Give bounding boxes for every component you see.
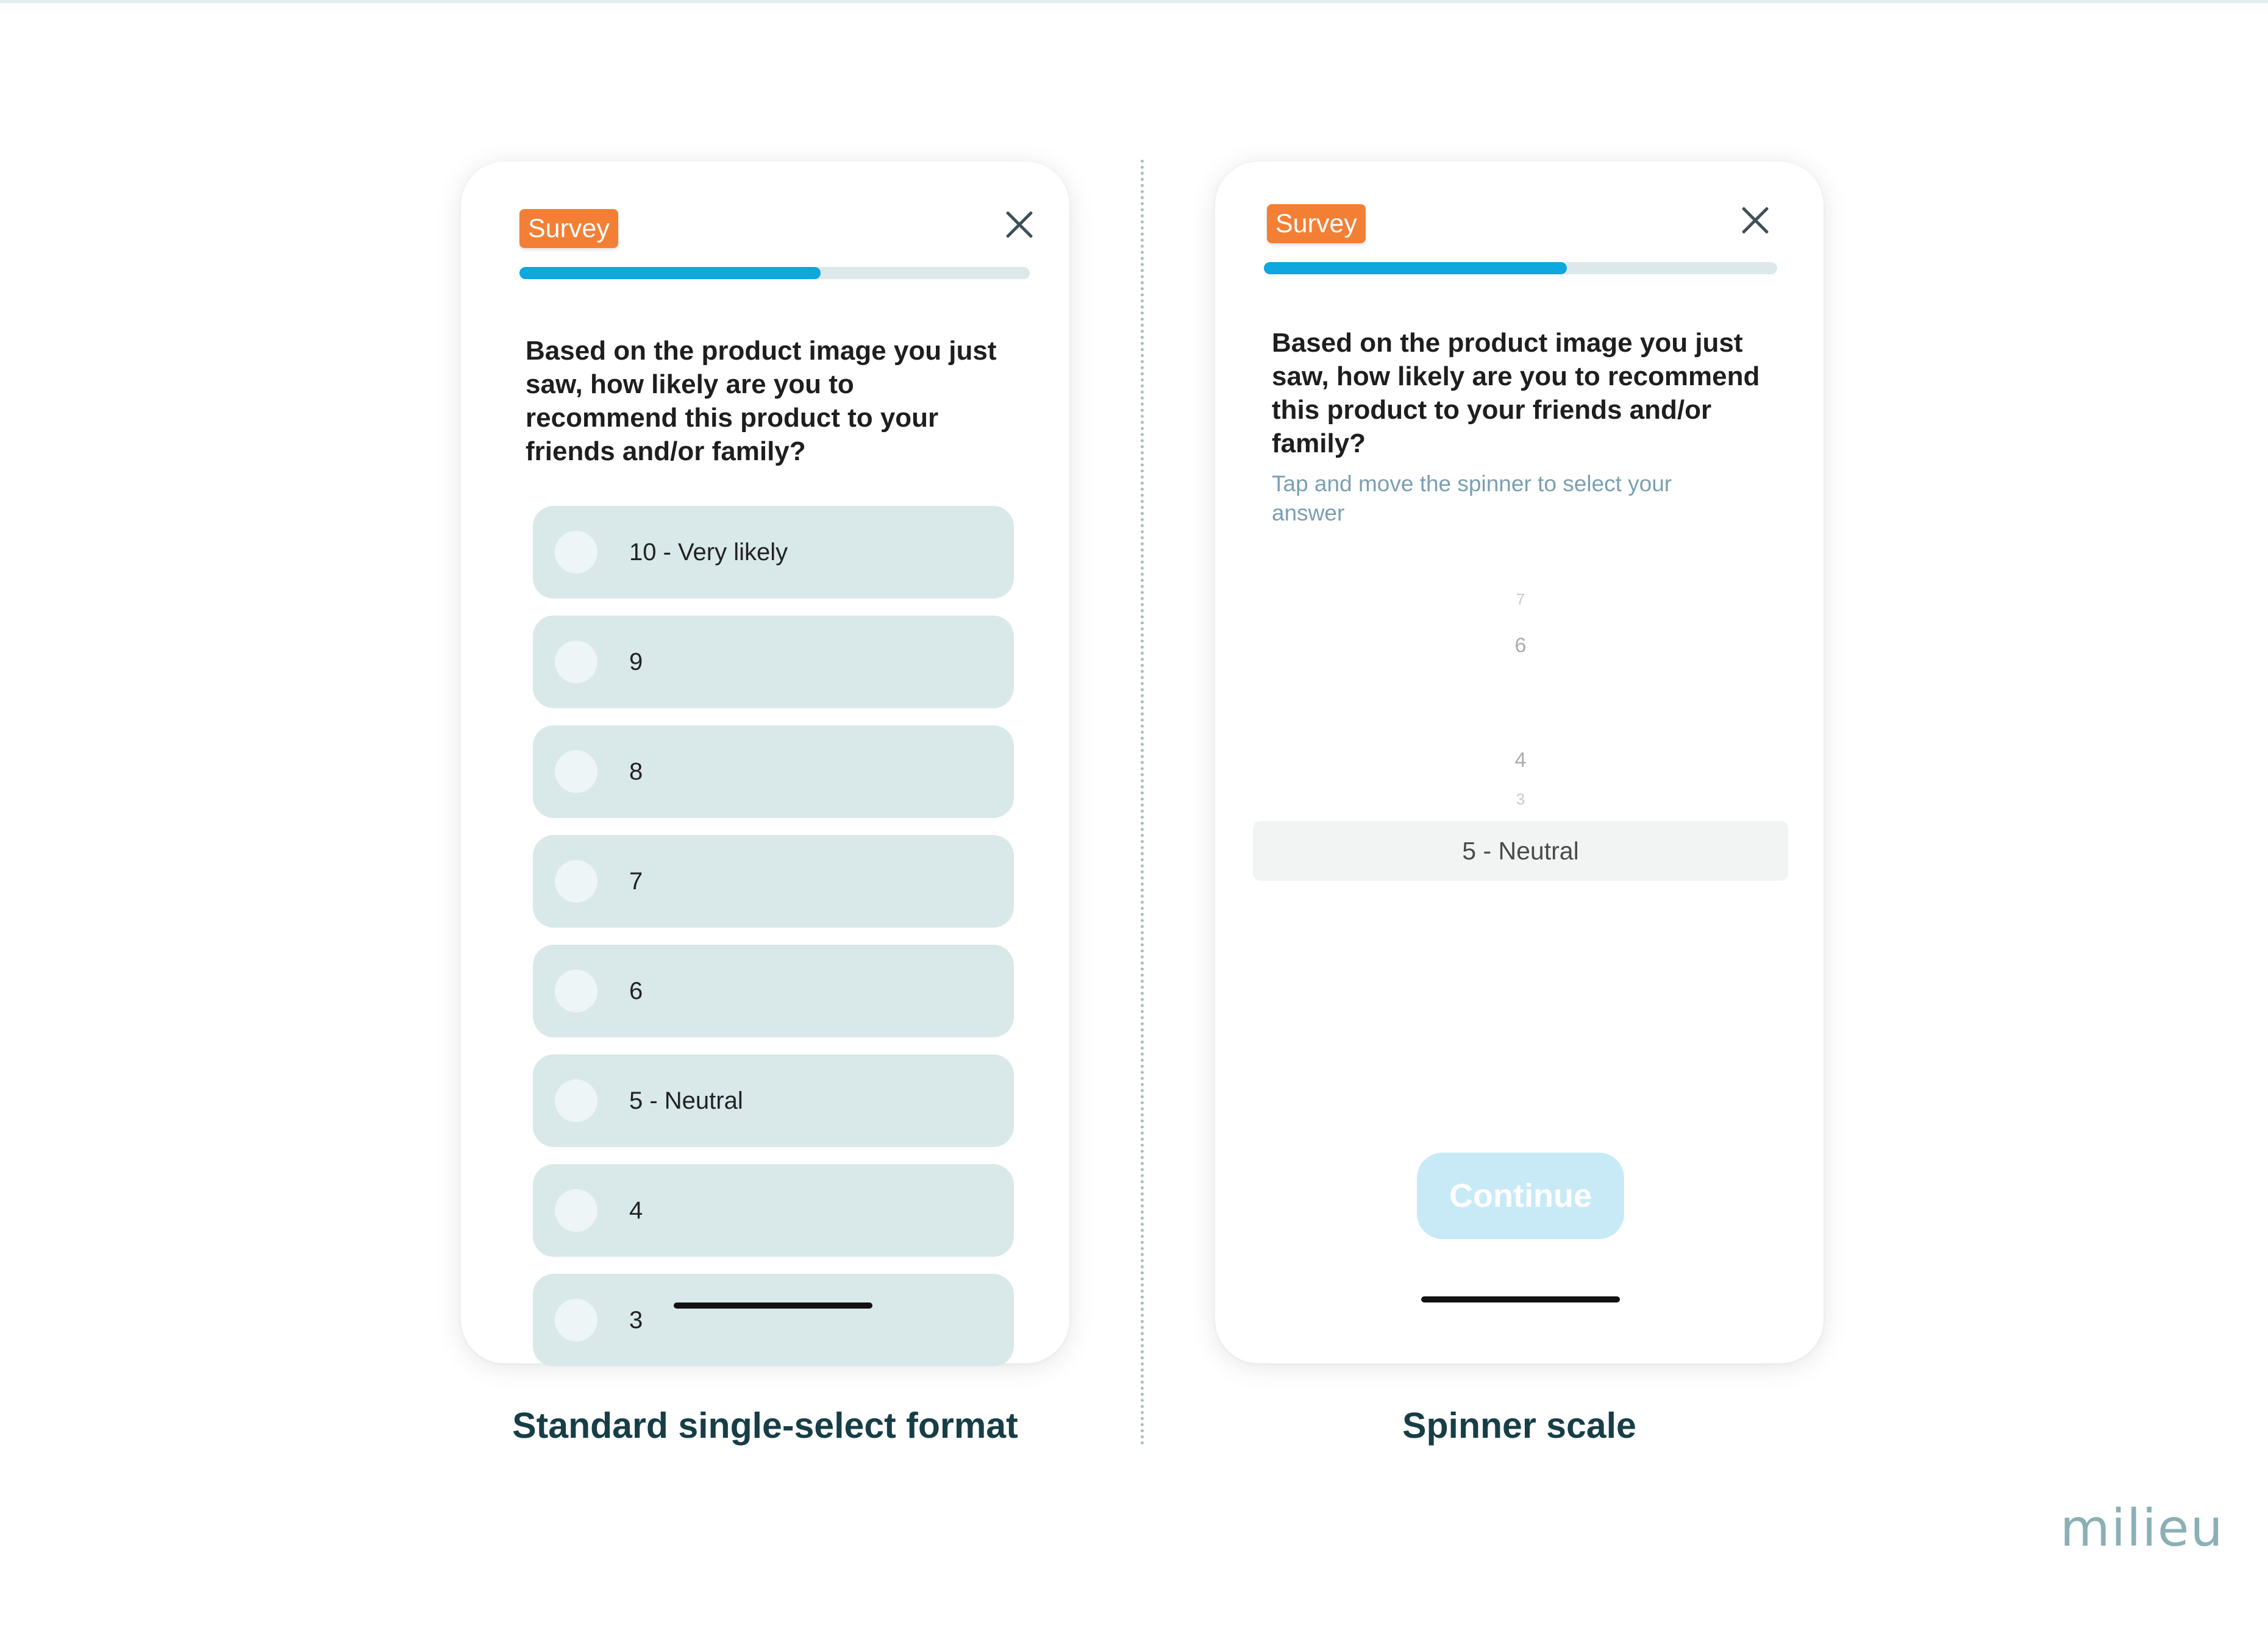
answer-option[interactable] [533,725,1014,818]
home-indicator [1421,1296,1620,1302]
question-text: Based on the product image you just saw, how likely are you to recommend this product to your friends and/or family? [526,336,997,466]
instruction-text: Tap and move the spinner to select your answer [1272,471,1672,525]
answer-option-label: 5 - Neutral [629,1087,743,1114]
milieu-logo: milieu [2060,1498,2224,1558]
answer-option-label: 4 [629,1197,643,1224]
radio-button[interactable] [555,970,597,1012]
spinner-value[interactable]: 6 [1514,634,1527,657]
spinner-value[interactable]: 7 [1516,590,1525,608]
answer-option[interactable] [533,945,1014,1037]
answer-option-label: 3 [629,1307,643,1334]
spinner-selected-value: 5 - Neutral [1462,837,1579,865]
phone-spinner-scale [1215,162,1824,1363]
radio-button[interactable] [555,750,597,793]
caption-single-select: Standard single-select format [512,1405,1018,1446]
continue-button[interactable]: Continue [1417,1153,1624,1239]
radio-button[interactable] [555,860,597,903]
answer-option-label: 7 [629,868,643,895]
answer-option-label: 6 [629,978,643,1004]
radio-button[interactable] [555,641,597,683]
spinner-value[interactable]: 3 [1516,790,1525,808]
caption-spinner-scale: Spinner scale [1402,1405,1636,1446]
spinner-selected-row[interactable] [1253,821,1788,881]
question-text: Based on the product image you just saw, how likely are you to recommend this product to your friends and/or family? [1272,328,1760,458]
survey-badge: Survey [1267,204,1366,243]
radio-button[interactable] [555,531,597,574]
home-indicator [674,1302,872,1309]
answer-option[interactable] [533,835,1014,928]
answer-option[interactable] [533,1054,1014,1147]
spinner-value[interactable]: 4 [1514,748,1527,772]
answer-option[interactable] [533,1274,1014,1366]
radio-button[interactable] [555,1299,597,1341]
answer-option[interactable] [533,1164,1014,1257]
answer-option-label: 10 - Very likely [629,539,788,566]
radio-button[interactable] [555,1079,597,1122]
answer-option[interactable] [533,506,1014,599]
answer-option[interactable] [533,616,1014,708]
panel-divider [1141,160,1144,1446]
survey-badge: Survey [519,209,618,248]
answer-option-label: 9 [629,648,643,675]
top-rule [0,0,2268,3]
options-list[interactable] [533,162,1014,1334]
answer-option-label: 8 [629,758,643,785]
phone-single-select [461,162,1069,1363]
radio-button[interactable] [555,1189,597,1232]
value-spinner[interactable] [1253,162,1788,865]
